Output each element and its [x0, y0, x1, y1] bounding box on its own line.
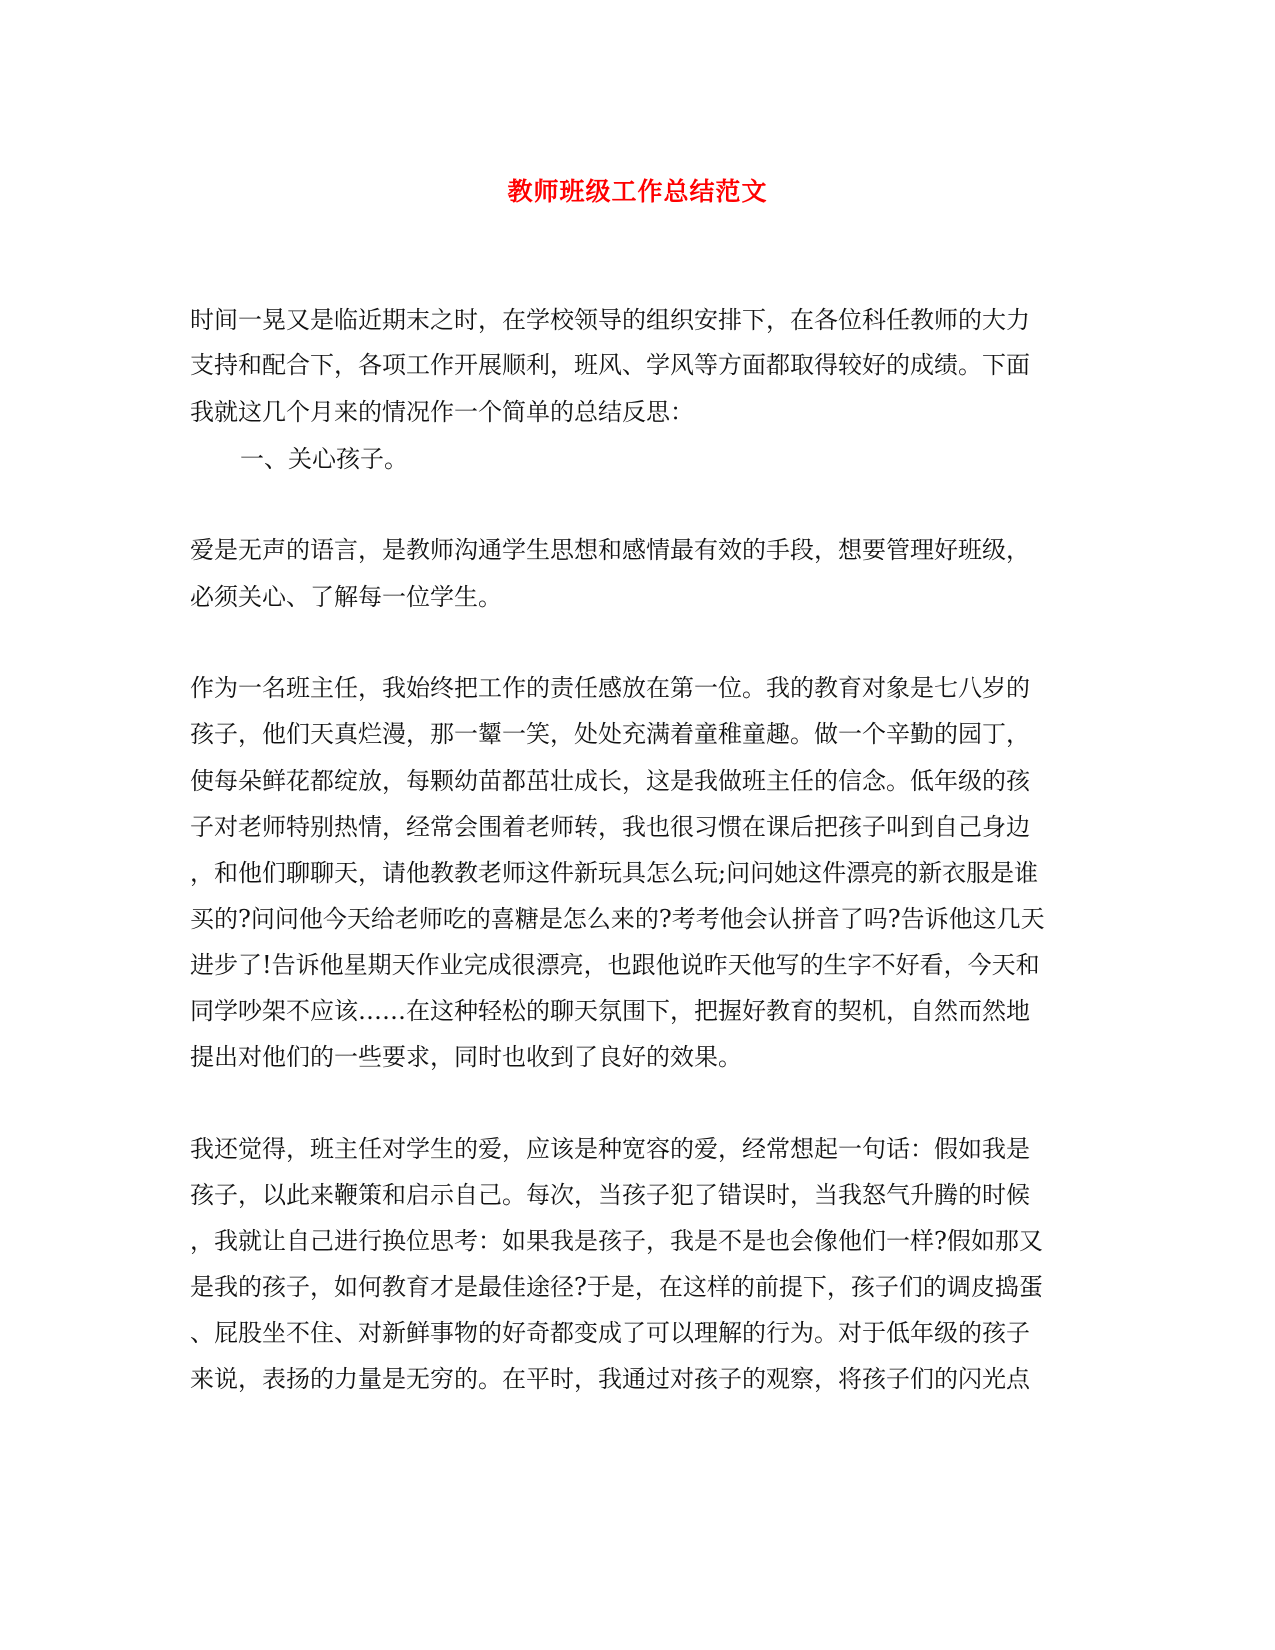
text-line: 进步了!告诉他星期天作业完成很漂亮，也跟他说昨天他写的生字不好看，今天和 [190, 951, 1040, 979]
text-line: 时间一晃又是临近期末之时，在学校领导的组织安排下，在各位科任教师的大力 [190, 306, 1030, 334]
text-line: 支持和配合下，各项工作开展顺利，班风、学风等方面都取得较好的成绩。下面 [190, 351, 1030, 379]
text-line: 使每朵鲜花都绽放，每颗幼苗都茁壮成长，这是我做班主任的信念。低年级的孩 [190, 767, 1030, 795]
text-line: 孩子，他们天真烂漫，那一颦一笑，处处充满着童稚童趣。做一个辛勤的园丁， [190, 720, 1030, 748]
document-title: 教师班级工作总结范文 [507, 177, 768, 206]
text-line: 孩子，以此来鞭策和启示自己。每次，当孩子犯了错误时，当我怒气升腾的时候 [190, 1181, 1030, 1209]
text-line: 是我的孩子，如何教育才是最佳途径?于是，在这样的前提下，孩子们的调皮捣蛋 [190, 1273, 1043, 1301]
text-line: 同学吵架不应该……在这种轻松的聊天氛围下，把握好教育的契机，自然而然地 [190, 997, 1030, 1025]
text-line: 爱是无声的语言，是教师沟通学生思想和感情最有效的手段，想要管理好班级， [190, 536, 1030, 564]
text-line: 我还觉得，班主任对学生的爱，应该是种宽容的爱，经常想起一句话：假如我是 [190, 1135, 1030, 1163]
text-line: ，我就让自己进行换位思考：如果我是孩子，我是不是也会像他们一样?假如那又 [190, 1227, 1043, 1255]
text-line: 我就这几个月来的情况作一个简单的总结反思： [190, 398, 694, 426]
text-line: 、屁股坐不住、对新鲜事物的好奇都变成了可以理解的行为。对于低年级的孩子 [190, 1319, 1030, 1347]
text-line: 提出对他们的一些要求，同时也收到了良好的效果。 [190, 1043, 742, 1071]
section-heading: 一、关心孩子。 [240, 445, 408, 473]
text-line: 来说，表扬的力量是无穷的。在平时，我通过对孩子的观察，将孩子们的闪光点 [190, 1365, 1030, 1393]
text-line: 子对老师特别热情，经常会围着老师转，我也很习惯在课后把孩子叫到自己身边 [190, 813, 1030, 841]
text-line: 必须关心、了解每一位学生。 [190, 583, 502, 611]
text-line: 作为一名班主任，我始终把工作的责任感放在第一位。我的教育对象是七八岁的 [190, 674, 1030, 702]
text-line: 买的?问问他今天给老师吃的喜糖是怎么来的?考考他会认拼音了吗?告诉他这几天 [190, 905, 1045, 933]
text-line: ，和他们聊聊天，请他教教老师这件新玩具怎么玩;问问她这件漂亮的新衣服是谁 [190, 859, 1039, 887]
